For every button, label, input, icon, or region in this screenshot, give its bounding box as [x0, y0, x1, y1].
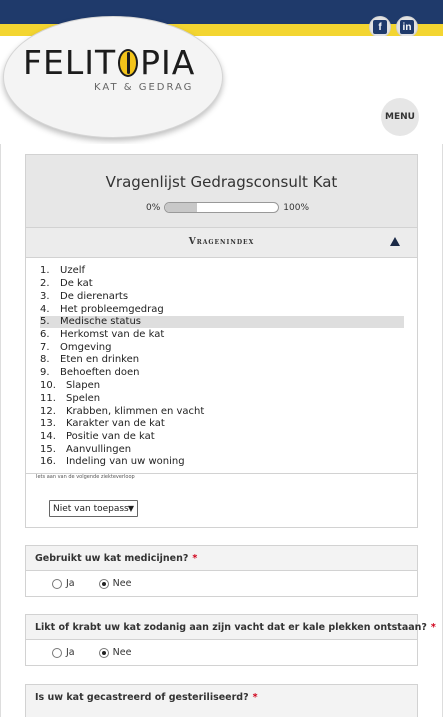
progress-indicator — [146, 202, 309, 213]
index-item[interactable]: 11. Spelen — [40, 393, 101, 404]
index-item[interactable]: 1. Uzelf — [40, 265, 86, 276]
index-item[interactable]: 9. Behoeften doen — [40, 367, 140, 378]
index-item[interactable]: 13. Karakter van de kat — [40, 418, 165, 429]
answer-panel — [25, 474, 418, 528]
question-label: Likt of krabt uw kat zodanig aan zijn vacht dat er kale plekken ontstaan? * — [35, 622, 436, 633]
menu-button[interactable]: MENU — [381, 98, 419, 136]
logo-subtitle: KAT & GEDRAG — [94, 82, 194, 93]
question-medication — [25, 545, 418, 571]
progress-fill — [165, 203, 197, 212]
question-index-list — [25, 258, 418, 474]
logo-wordmark — [23, 43, 195, 82]
form-title: Vragenlijst Gedragsconsult Kat — [105, 173, 338, 191]
partial-question-text: Iets aan van de volgende ziekteverloop — [36, 474, 135, 480]
cat-eye-icon — [118, 49, 138, 77]
collapse-arrow-icon[interactable] — [390, 237, 400, 246]
index-item[interactable]: 10. Slapen — [40, 380, 101, 391]
index-item-selected[interactable]: 5. Medische status — [40, 316, 404, 328]
index-item[interactable]: 16. Indeling van uw woning — [40, 456, 185, 467]
logo-badge[interactable] — [3, 16, 223, 138]
question-neutered — [25, 684, 418, 717]
linkedin-icon: in — [400, 20, 414, 34]
progress-end-label: 100% — [283, 202, 310, 213]
index-item[interactable]: 2. De kat — [40, 278, 93, 289]
radio-ja[interactable] — [52, 579, 62, 589]
facebook-icon: f — [373, 20, 387, 34]
question-index-header[interactable] — [25, 228, 418, 258]
logo-text-left: FELIT — [23, 43, 117, 82]
radio-nee[interactable] — [99, 648, 109, 658]
question-fur-licking-options: Ja Nee — [25, 640, 418, 666]
progress-bar — [164, 202, 279, 213]
index-item[interactable]: 6. Herkomst van de kat — [40, 329, 165, 340]
question-fur-licking — [25, 614, 436, 640]
index-item[interactable]: 3. De dierenarts — [40, 291, 129, 302]
index-item[interactable]: 14. Positie van de kat — [40, 431, 155, 442]
condition-select[interactable] — [49, 500, 138, 517]
index-item[interactable]: 4. Het probleemgedrag — [40, 304, 164, 315]
question-index-title: Vragenindex — [188, 237, 255, 247]
index-item[interactable]: 12. Krabben, klimmen en vacht — [40, 406, 205, 417]
index-item[interactable]: 15. Aanvullingen — [40, 444, 132, 455]
radio-ja[interactable] — [52, 648, 62, 658]
question-label: Gebruikt uw kat medicijnen? * — [35, 553, 198, 564]
facebook-button[interactable] — [369, 16, 391, 38]
select-value: Niet van toepass — [53, 503, 129, 514]
logo-text-right: PIA — [140, 43, 196, 82]
radio-nee[interactable] — [99, 579, 109, 589]
chevron-down-icon: ▼ — [127, 504, 134, 513]
linkedin-button[interactable] — [396, 16, 418, 38]
index-item[interactable]: 8. Eten en drinken — [40, 354, 140, 365]
question-medication-options: Ja Nee — [25, 571, 418, 597]
progress-start-label: 0% — [146, 202, 161, 213]
index-item[interactable]: 7. Omgeving — [40, 342, 112, 353]
question-label: Is uw kat gecastreerd of gesteriliseerd? * — [35, 692, 258, 703]
form-header — [25, 154, 418, 228]
